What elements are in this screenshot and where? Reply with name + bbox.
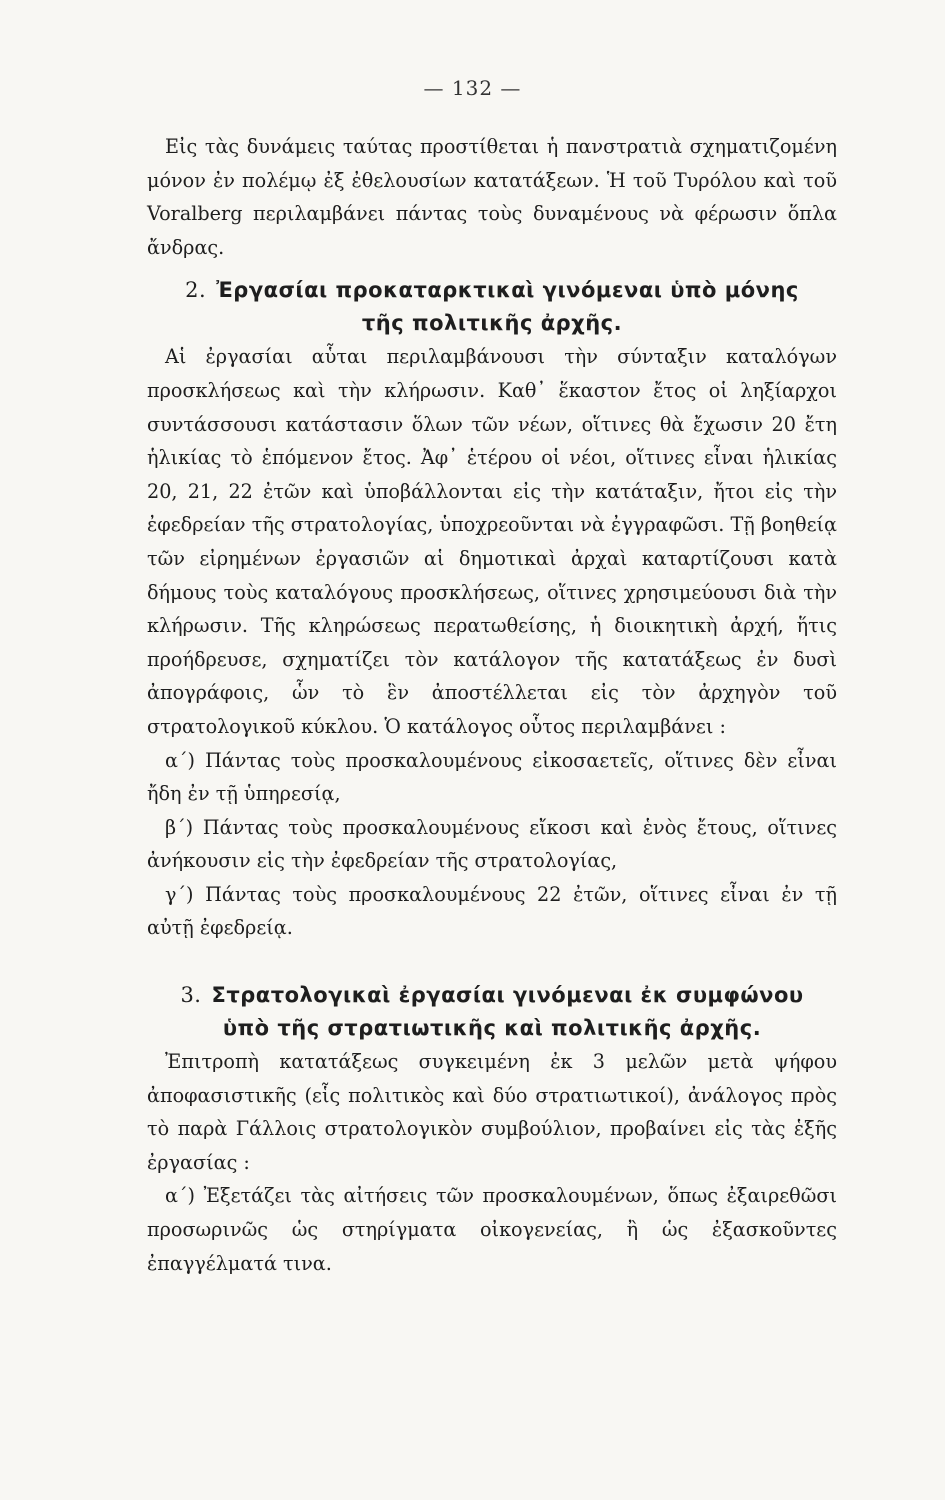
intro-paragraph: Εἰς τὰς δυνάμεις ταύτας προστίθεται ἡ πανστρατιὰ σχηματιζομένη μόνον ἐν πολέμῳ ἐξ ἐθελουσίων κατατάξεων. Ἡ τοῦ Τυρόλου καὶ τοῦ Voralberg περιλαμβάνει πάντας τοὺς δυναμένους νὰ φέρωσιν ὅπλα ἄνδρας. bbox=[147, 135, 837, 259]
section-2-number: 2. bbox=[185, 278, 207, 303]
section-2-item-a: α´) Πάντας τοὺς προσκαλουμένους εἰκοσαετεῖς, οἵτινες δὲν εἶναι ἤδη ἐν τῇ ὑπηρεσίᾳ, bbox=[147, 748, 837, 806]
section-3-title-line2: ὑπὸ τῆς στρατιωτικῆς καὶ πολιτικῆς ἀρχῆς. bbox=[222, 1016, 762, 1041]
section-2-item-b: β´) Πάντας τοὺς προσκαλουμένους εἴκοσι καὶ ἑνὸς ἔτους, οἵτινες ἀνήκουσιν εἰς τὴν ἐφεδρείαν τῆς στρατολογίας, bbox=[147, 815, 837, 873]
section-3-heading bbox=[147, 979, 837, 1045]
section-2-title-line2: τῆς πολιτικῆς ἀρχῆς. bbox=[361, 311, 623, 336]
page-body bbox=[147, 130, 837, 1280]
section-2-heading bbox=[147, 274, 837, 340]
section-2-item-c: γ´) Πάντας τοὺς προσκαλουμένους 22 ἐτῶν, οἵτινες εἶναι ἐν τῇ αὐτῇ ἐφεδρείᾳ. bbox=[147, 882, 837, 940]
section-2-body: Αἱ ἐργασίαι αὗται περιλαμβάνουσι τὴν σύνταξιν καταλόγων προσκλήσεως καὶ τὴν κλήρωσιν. Καθ᾽ ἕκαστον ἔτος οἱ ληξίαρχοι συντάσσουσι κατάστασιν ὅλων τῶν νέων, οἵτινες θὰ ἔχωσιν 20 ἔτη ἡλικίας τὸ ἑπόμενον ἔτος. Ἀφ᾽ ἑτέρου οἱ νέοι, οἵτινες εἶναι ἡλικίας 20, 21, 22 ἐτῶν καὶ ὑποβάλλονται εἰς τὴν κατάταξιν, ἤτοι εἰς τὴν ἐφεδρείαν τῆς στρατολογίας, ὑποχρεοῦνται νὰ ἐγγραφῶσι. Τῇ βοηθείᾳ τῶν εἰρημένων ἐργασιῶν αἱ δημοτικαὶ ἀρχαὶ καταρτίζουσι κατὰ δήμους τοὺς καταλόγους προσκλήσεως, οἵτινες χρησιμεύουσι διὰ τὴν κλήρωσιν. Τῆς κληρώσεως περατωθείσης, ἡ διοικητικὴ ἀρχή, ἥτις προήδρευσε, σχηματίζει τὸν κατάλογον τῆς κατατάξεως ἐν δυσὶ ἀπογράφοις, ὧν τὸ ἓν ἀποστέλλεται εἰς τὸν ἀρχηγὸν τοῦ στρατολογικοῦ κύκλου. Ὁ κατάλογος οὗτος περιλαμβάνει : bbox=[147, 345, 837, 738]
section-3-item-a: α´) Ἐξετάζει τὰς αἰτήσεις τῶν προσκαλουμένων, ὅπως ἐξαιρεθῶσι προσωρινῶς ὡς στηρίγματα οἰκογενείας, ἢ ὡς ἐξασκοῦντες ἐπαγγέλματά τινα. bbox=[147, 1184, 837, 1275]
section-3-body: Ἐπιτροπὴ κατατάξεως συγκειμένη ἐκ 3 μελῶν μετὰ ψήφου ἀποφασιστικῆς (εἷς πολιτικὸς καὶ δύο στρατιωτικοί), ἀνάλογος πρὸς τὸ παρὰ Γάλλοις στρατολογικὸν συμβούλιον, προβαίνει εἰς τὰς ἑξῆς ἐργασίας : bbox=[147, 1050, 837, 1174]
page-number: — 132 — bbox=[423, 76, 522, 100]
section-3-number: 3. bbox=[180, 983, 202, 1008]
section-gap bbox=[147, 945, 837, 969]
section-2-title-line1: Ἐργασίαι προκαταρκτικαὶ γινόμεναι ὑπὸ μόνης bbox=[216, 278, 799, 303]
section-3-title-line1: Στρατολογικαὶ ἐργασίαι γινόμεναι ἐκ συμφώνου bbox=[211, 983, 804, 1008]
